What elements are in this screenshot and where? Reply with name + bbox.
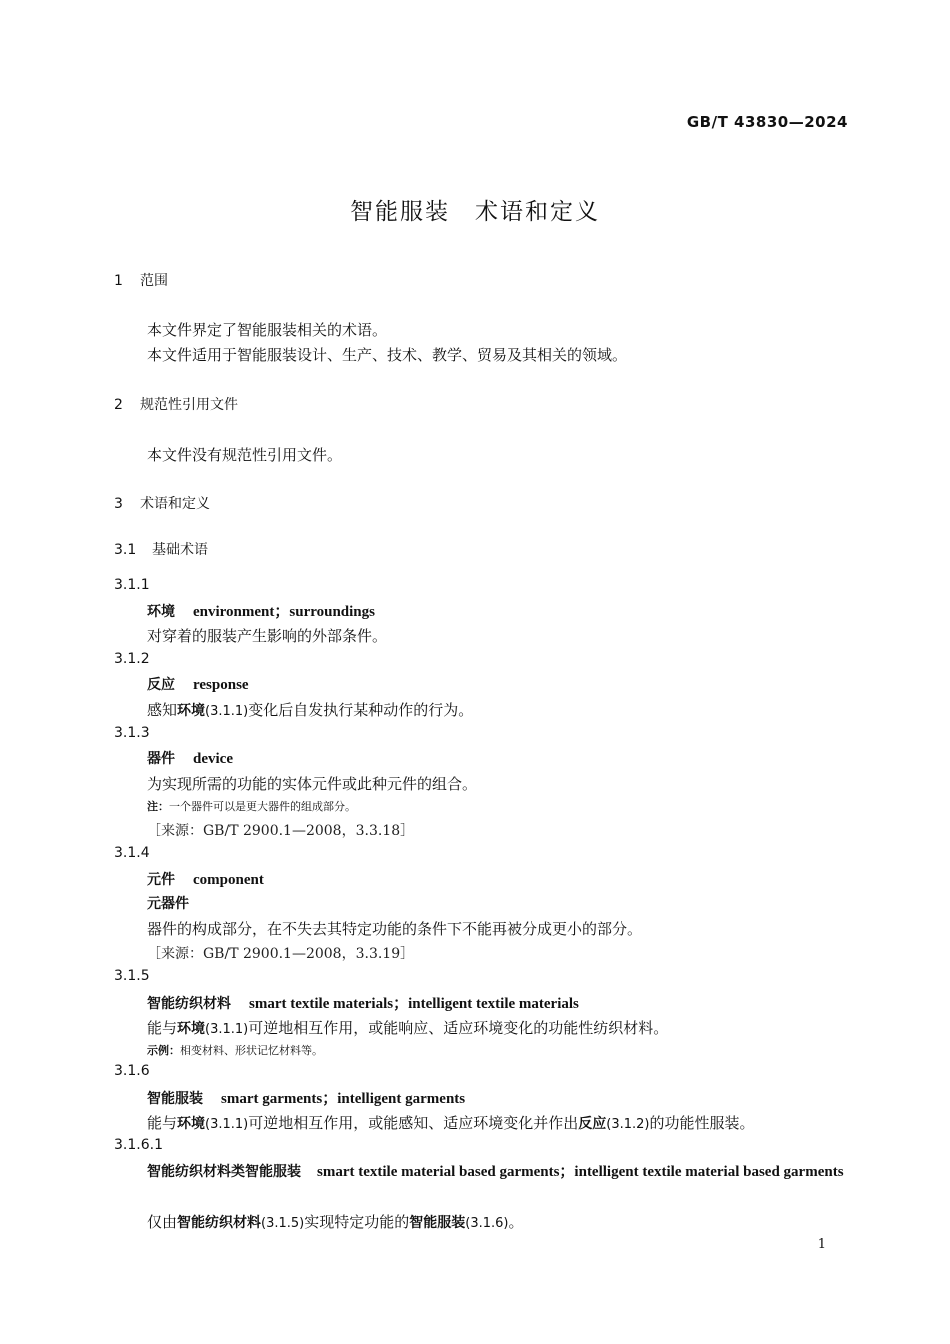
term-entry-alt [147,893,207,913]
def-text: 能与 [147,1019,178,1037]
def-text: 可逆地相互作用，或能响应、适应环境变化的功能性纺织材料。 [248,1019,669,1037]
page-number: 1 [817,1237,826,1252]
term-number: 3.1.1 [114,577,150,593]
term-entry [114,1160,849,1185]
subsection-heading-basic [114,539,208,559]
term-definition: 对穿着的服装产生影响的外部条件。 [147,627,388,645]
term-zh-alt: 元器件 [147,896,189,912]
paragraph: 本文件没有规范性引用文件。 [147,446,343,464]
term-example [147,1042,323,1058]
term-entry [147,748,233,768]
reference-number: (3.1.2) [606,1117,650,1132]
def-text: 仅由 [147,1213,178,1231]
paragraph: 本文件适用于智能服装设计、生产、技术、教学、贸易及其相关的领域。 [147,346,628,364]
section-heading-normative [114,394,238,414]
standard-code: GB/T 43830—2024 [686,113,848,131]
term-definition [147,1017,668,1038]
section-title: 规范性引用文件 [140,397,238,413]
term-entry [147,869,264,889]
term-number: 3.1.6 [114,1063,150,1079]
section-number: 2 [114,397,123,413]
term-en: environment；surroundings [193,604,375,620]
term-source: ［来源：GB/T 2900.1—2008，3.3.18］ [147,823,415,839]
def-text: 。 [508,1213,524,1231]
def-text: 的功能性服装。 [649,1114,755,1132]
section-number: 1 [114,273,123,289]
term-note [147,798,356,814]
term-en: device [193,751,233,767]
term-definition [147,699,473,720]
section-number: 3 [114,496,123,512]
section-heading-scope [114,270,168,290]
reference-number: (3.1.1) [205,1022,249,1037]
subsection-title: 基础术语 [152,542,208,558]
cross-reference: 环境 [177,703,206,719]
term-entry [147,1087,465,1108]
note-label: 注： [147,800,169,813]
term-zh: 环境 [147,604,175,620]
term-definition [147,1112,755,1133]
term-source: ［来源：GB/T 2900.1—2008，3.3.19］ [147,946,415,962]
def-text: 变化后自发执行某种动作的行为。 [248,701,474,719]
term-definition [147,1211,524,1232]
def-text: 感知 [147,701,178,719]
reference-number: (3.1.1) [205,1117,249,1132]
term-zh: 智能纺织材料类智能服装 [147,1164,301,1180]
term-zh: 智能纺织材料 [147,996,231,1012]
paragraph: 本文件界定了智能服装相关的术语。 [147,321,388,339]
term-number: 3.1.4 [114,845,150,861]
term-entry [147,674,249,694]
term-zh: 反应 [147,677,175,693]
term-en: smart textile material based garments；intelligent textile material based garments [317,1164,844,1180]
cross-reference: 环境 [177,1116,206,1132]
term-number: 3.1.3 [114,725,150,741]
term-en: response [193,677,249,693]
reference-number: (3.1.5) [261,1216,305,1231]
term-en: component [193,872,264,888]
term-zh: 器件 [147,751,175,767]
def-text: 能与 [147,1114,178,1132]
def-text: 实现特定功能的 [304,1213,410,1231]
def-text: 可逆地相互作用，或能感知、适应环境变化并作出 [248,1114,579,1132]
section-title: 范围 [140,273,168,289]
cross-reference: 智能纺织材料 [177,1215,262,1231]
term-number: 3.1.5 [114,968,150,984]
document-title: 智能服装 术语和定义 [350,199,600,225]
term-zh: 元件 [147,872,175,888]
term-en: smart garments；intelligent garments [221,1091,466,1107]
example-label: 示例： [147,1044,180,1057]
cross-reference: 环境 [177,1021,206,1037]
term-entry [147,992,579,1013]
reference-number: (3.1.6) [465,1216,509,1231]
cross-reference: 反应 [578,1116,607,1132]
term-zh: 智能服装 [147,1091,203,1107]
reference-number: (3.1.1) [205,704,249,719]
example-text: 相变材料、形状记忆材料等。 [180,1044,323,1057]
term-en: smart textile materials；intelligent textile materials [249,996,579,1012]
term-entry [147,600,375,621]
term-number: 3.1.6.1 [114,1137,163,1153]
note-text: 一个器件可以是更大器件的组成部分。 [169,800,356,813]
term-number: 3.1.2 [114,651,150,667]
term-definition: 为实现所需的功能的实体元件或此种元件的组合。 [147,775,478,793]
term-definition: 器件的构成部分，在不失去其特定功能的条件下不能再被分成更小的部分。 [147,920,643,938]
section-title: 术语和定义 [140,496,210,512]
section-heading-terms [114,493,210,513]
cross-reference: 智能服装 [409,1215,466,1231]
subsection-number: 3.1 [114,542,137,558]
